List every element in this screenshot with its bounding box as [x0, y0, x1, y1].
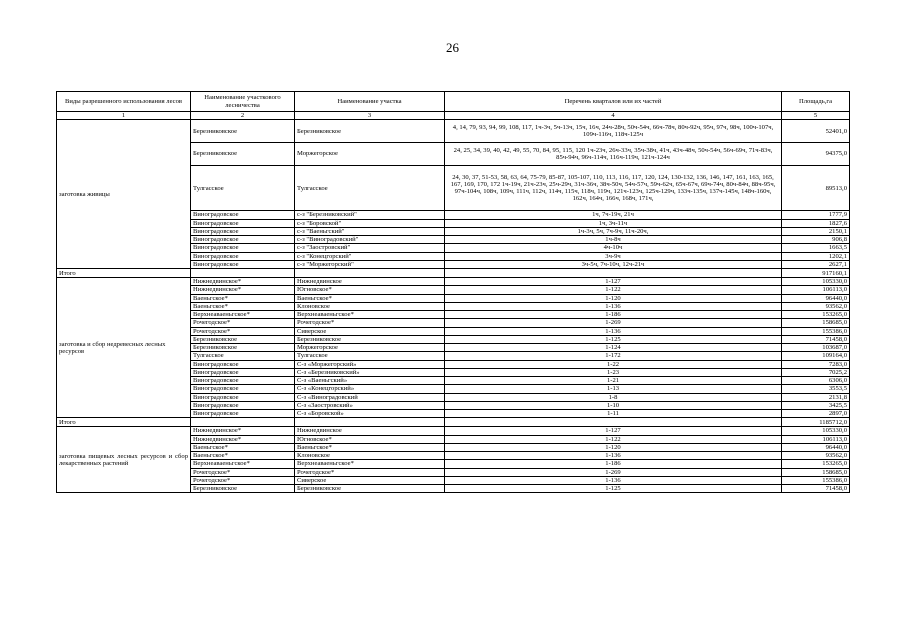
- quarters-cell: 1-122: [445, 435, 782, 443]
- area-name-cell: Березниковское: [295, 335, 445, 343]
- area-name-cell: Моржегорское: [295, 344, 445, 352]
- forest-use-table: [56, 91, 850, 493]
- quarters-cell: 1ч-3ч, 5ч, 7ч-9ч, 11ч-20ч,: [445, 227, 782, 235]
- quarters-cell: 1-269: [445, 468, 782, 476]
- area-name-cell: Клоновское: [295, 452, 445, 460]
- size-cell: 1663,5: [782, 244, 850, 252]
- quarters-cell: 1-13: [445, 385, 782, 393]
- area-name-cell: С-з «Конецгорский»: [295, 385, 445, 393]
- empty-cell: [295, 269, 445, 278]
- quarters-cell: 24, 25, 34, 39, 40, 42, 49, 55, 70, 84, 95, 115, 120 1ч-23ч, 26ч-33ч, 35ч-38ч, 41ч, 43ч-48ч, 50ч-54ч, 56ч-69ч, 71ч-83ч, 85ч-94ч, 96ч-114ч, 116ч-119ч, 121ч-124ч: [445, 143, 782, 166]
- quarters-cell: 1-21: [445, 377, 782, 385]
- area-name-cell: Верхнеаваеньгское*: [295, 311, 445, 319]
- header-row: [57, 92, 850, 112]
- quarters-cell: 1-127: [445, 278, 782, 286]
- column-number-row: [57, 112, 850, 120]
- area-name-cell: Сиверское: [295, 476, 445, 484]
- area-name-cell: с-з "Моржегорский": [295, 260, 445, 268]
- forestry-cell: Виноградовское: [191, 211, 295, 219]
- forestry-cell: Нижнедвинское*: [191, 435, 295, 443]
- forestry-cell: Березниковское: [191, 344, 295, 352]
- forestry-cell: Нижнедвинское*: [191, 286, 295, 294]
- quarters-cell: 3ч-5ч, 7ч-10ч, 12ч-21ч: [445, 260, 782, 268]
- header-quarters: Перечень кварталов или их частей: [445, 92, 782, 112]
- quarters-cell: 1-136: [445, 327, 782, 335]
- use-kind-cell: заготовка пищевых лесных ресурсов и сбор лекарственных растений: [57, 427, 191, 493]
- forestry-cell: Рочегодское*: [191, 476, 295, 484]
- quarters-cell: 1-23: [445, 368, 782, 376]
- forestry-cell: Виноградовское: [191, 410, 295, 418]
- forestry-cell: Березниковское: [191, 120, 295, 143]
- forestry-cell: Виноградовское: [191, 385, 295, 393]
- area-name-cell: с-з "Виноградовский": [295, 236, 445, 244]
- area-name-cell: Рочегодское*: [295, 468, 445, 476]
- forestry-cell: Нижнедвинское*: [191, 278, 295, 286]
- quarters-cell: 1-136: [445, 302, 782, 310]
- forestry-cell: Виноградовское: [191, 260, 295, 268]
- quarters-cell: 1-127: [445, 427, 782, 435]
- area-name-cell: Ваеньгское*: [295, 443, 445, 451]
- forestry-cell: Нижнедвинское*: [191, 427, 295, 435]
- size-cell: 94375,0: [782, 143, 850, 166]
- page-number: 26: [446, 40, 459, 55]
- size-cell: 71458,0: [782, 335, 850, 343]
- area-name-cell: С-з «Ваеньгский»: [295, 377, 445, 385]
- size-cell: 2131,8: [782, 393, 850, 401]
- forestry-cell: Виноградовское: [191, 377, 295, 385]
- size-cell: 93562,0: [782, 302, 850, 310]
- quarters-cell: 1-124: [445, 344, 782, 352]
- size-cell: 153265,0: [782, 460, 850, 468]
- forestry-cell: Рочегодское*: [191, 319, 295, 327]
- size-cell: 3553,5: [782, 385, 850, 393]
- quarters-cell: 1-22: [445, 360, 782, 368]
- forestry-cell: Виноградовское: [191, 368, 295, 376]
- area-name-cell: С-з «Березниковский»: [295, 368, 445, 376]
- col-number: 3: [295, 112, 445, 120]
- total-value: 917160,1: [782, 269, 850, 278]
- size-cell: 105330,0: [782, 278, 850, 286]
- quarters-cell: 1-125: [445, 485, 782, 493]
- area-name-cell: с-з "Березниковский": [295, 211, 445, 219]
- size-cell: 906,8: [782, 236, 850, 244]
- empty-cell: [295, 418, 445, 427]
- forestry-cell: Виноградовское: [191, 360, 295, 368]
- size-cell: 158685,0: [782, 468, 850, 476]
- quarters-cell: 1-172: [445, 352, 782, 360]
- empty-cell: [191, 418, 295, 427]
- size-cell: 2627,1: [782, 260, 850, 268]
- header-kind: Виды разрешенного использования лесов: [57, 92, 191, 112]
- area-name-cell: Рочегодское*: [295, 319, 445, 327]
- forestry-cell: Виноградовское: [191, 236, 295, 244]
- forestry-cell: Березниковское: [191, 485, 295, 493]
- total-label: Итого: [57, 269, 191, 278]
- forestry-cell: Березниковское: [191, 335, 295, 343]
- area-name-cell: с-з "Конецгорский": [295, 252, 445, 260]
- size-cell: 2897,0: [782, 410, 850, 418]
- area-name-cell: Тулгасское: [295, 352, 445, 360]
- empty-cell: [191, 269, 295, 278]
- size-cell: 7283,0: [782, 360, 850, 368]
- forestry-cell: Березниковское: [191, 143, 295, 166]
- size-cell: 109164,0: [782, 352, 850, 360]
- col-number: 5: [782, 112, 850, 120]
- area-name-cell: Верхнеаваеньгское*: [295, 460, 445, 468]
- size-cell: 1827,6: [782, 219, 850, 227]
- forestry-cell: Рочегодское*: [191, 468, 295, 476]
- quarters-cell: 24, 30, 37, 51-53, 58, 63, 64, 75-79, 85-87, 105-107, 110, 113, 116, 117, 120, 124, 130-132, 136, 146, 147, 161, 163, 165, 167, 169, 170, 172 1ч-19ч, 21ч-23ч, 25ч-29ч, 31ч-36ч, 38ч-50ч, 54ч-57ч, 59ч-62ч, 65ч-67ч, 69ч-74ч, 80ч-84ч, 88ч-95ч, 97ч-104ч, 108ч, 109ч, 111ч, 112ч, 114ч, 115ч, 118ч, 119ч, 121ч-123ч, 125ч-129ч, 133ч-135ч, 137ч-145ч, 148ч-160ч, 162ч, 164ч, 166ч, 168ч, 171ч,: [445, 165, 782, 211]
- size-cell: 52401,0: [782, 120, 850, 143]
- quarters-cell: 1-122: [445, 286, 782, 294]
- area-name-cell: Тулгасское: [295, 165, 445, 211]
- area-name-cell: Березниковское: [295, 120, 445, 143]
- size-cell: 2150,1: [782, 227, 850, 235]
- col-number: 4: [445, 112, 782, 120]
- forestry-cell: Верхнеаваеньгское*: [191, 460, 295, 468]
- area-name-cell: Ваеньгское*: [295, 294, 445, 302]
- size-cell: 158685,0: [782, 319, 850, 327]
- col-number: 2: [191, 112, 295, 120]
- table-body: [57, 120, 850, 493]
- area-name-cell: С-з «Моржегорский»: [295, 360, 445, 368]
- size-cell: 153265,0: [782, 311, 850, 319]
- forestry-cell: Виноградовское: [191, 401, 295, 409]
- size-cell: 3425,5: [782, 401, 850, 409]
- forestry-cell: Виноградовское: [191, 219, 295, 227]
- size-cell: 1202,1: [782, 252, 850, 260]
- quarters-cell: 1-136: [445, 476, 782, 484]
- area-name-cell: Югновское*: [295, 286, 445, 294]
- size-cell: 155386,0: [782, 327, 850, 335]
- header-forestry: Наименование участкового лесничества: [191, 92, 295, 112]
- quarters-cell: 1-8: [445, 393, 782, 401]
- size-cell: 103687,0: [782, 344, 850, 352]
- quarters-cell: 1-120: [445, 443, 782, 451]
- quarters-cell: 1-269: [445, 319, 782, 327]
- forestry-cell: Ваеньгское*: [191, 443, 295, 451]
- quarters-cell: 1ч-8ч: [445, 236, 782, 244]
- quarters-cell: 1-120: [445, 294, 782, 302]
- quarters-cell: 1-186: [445, 460, 782, 468]
- use-kind-cell: заготовка и сбор недревесных лесных ресурсов: [57, 278, 191, 418]
- forestry-cell: Виноградовское: [191, 227, 295, 235]
- quarters-cell: 4ч-10ч: [445, 244, 782, 252]
- header-area: Наименование участка: [295, 92, 445, 112]
- area-name-cell: С-з «Виноградовский: [295, 393, 445, 401]
- area-name-cell: С-з «Заостровский»: [295, 401, 445, 409]
- size-cell: 7025,2: [782, 368, 850, 376]
- size-cell: 106113,0: [782, 286, 850, 294]
- size-cell: 155386,0: [782, 476, 850, 484]
- quarters-cell: 4, 14, 79, 93, 94, 99, 108, 117, 1ч-3ч, 5ч-13ч, 15ч, 16ч, 24ч-28ч, 50ч-54ч, 66ч-78ч, 80ч-92ч, 95ч, 97ч, 98ч, 100ч-107ч, 109ч-116ч, 118ч-125ч: [445, 120, 782, 143]
- quarters-cell: 1-136: [445, 452, 782, 460]
- total-row: [57, 418, 850, 427]
- quarters-cell: 1-125: [445, 335, 782, 343]
- quarters-cell: 1ч, 3ч-11ч: [445, 219, 782, 227]
- quarters-cell: 1-10: [445, 401, 782, 409]
- size-cell: 6306,0: [782, 377, 850, 385]
- area-name-cell: Югновское*: [295, 435, 445, 443]
- forestry-cell: Верхнеаваеньгское*: [191, 311, 295, 319]
- forestry-cell: Ваеньгское*: [191, 452, 295, 460]
- forestry-cell: Виноградовское: [191, 252, 295, 260]
- use-kind-cell: заготовка живицы: [57, 120, 191, 269]
- forestry-cell: Тулгасское: [191, 165, 295, 211]
- area-name-cell: Нижнедвинское: [295, 427, 445, 435]
- quarters-cell: 1ч, 7ч-19ч, 21ч: [445, 211, 782, 219]
- area-name-cell: с-з "Заостровский": [295, 244, 445, 252]
- forestry-cell: Виноградовское: [191, 244, 295, 252]
- size-cell: 71458,0: [782, 485, 850, 493]
- area-name-cell: Нижнедвинское: [295, 278, 445, 286]
- size-cell: 96440,0: [782, 443, 850, 451]
- table-row: [57, 427, 850, 435]
- table-row: [57, 120, 850, 143]
- quarters-cell: 1-186: [445, 311, 782, 319]
- size-cell: 106113,0: [782, 435, 850, 443]
- quarters-cell: 3ч-9ч: [445, 252, 782, 260]
- empty-cell: [445, 269, 782, 278]
- forestry-cell: Рочегодское*: [191, 327, 295, 335]
- forestry-cell: Ваеньгское*: [191, 294, 295, 302]
- forestry-cell: Тулгасское: [191, 352, 295, 360]
- quarters-cell: 1-11: [445, 410, 782, 418]
- total-row: [57, 269, 850, 278]
- size-cell: 96440,0: [782, 294, 850, 302]
- area-name-cell: С-з «Боровской»: [295, 410, 445, 418]
- area-name-cell: Сиверское: [295, 327, 445, 335]
- area-name-cell: Березниковское: [295, 485, 445, 493]
- size-cell: 89513,0: [782, 165, 850, 211]
- area-name-cell: Моржегорское: [295, 143, 445, 166]
- area-name-cell: с-з "Боровской": [295, 219, 445, 227]
- area-name-cell: с-з "Ваеньгский": [295, 227, 445, 235]
- size-cell: 93562,0: [782, 452, 850, 460]
- size-cell: 105330,0: [782, 427, 850, 435]
- total-label: Итого: [57, 418, 191, 427]
- header-size: Площадь,га: [782, 92, 850, 112]
- forestry-cell: Ваеньгское*: [191, 302, 295, 310]
- forestry-cell: Виноградовское: [191, 393, 295, 401]
- total-value: 1185712,0: [782, 418, 850, 427]
- col-number: 1: [57, 112, 191, 120]
- area-name-cell: Клоновское: [295, 302, 445, 310]
- size-cell: 1777,9: [782, 211, 850, 219]
- empty-cell: [445, 418, 782, 427]
- table-row: [57, 278, 850, 286]
